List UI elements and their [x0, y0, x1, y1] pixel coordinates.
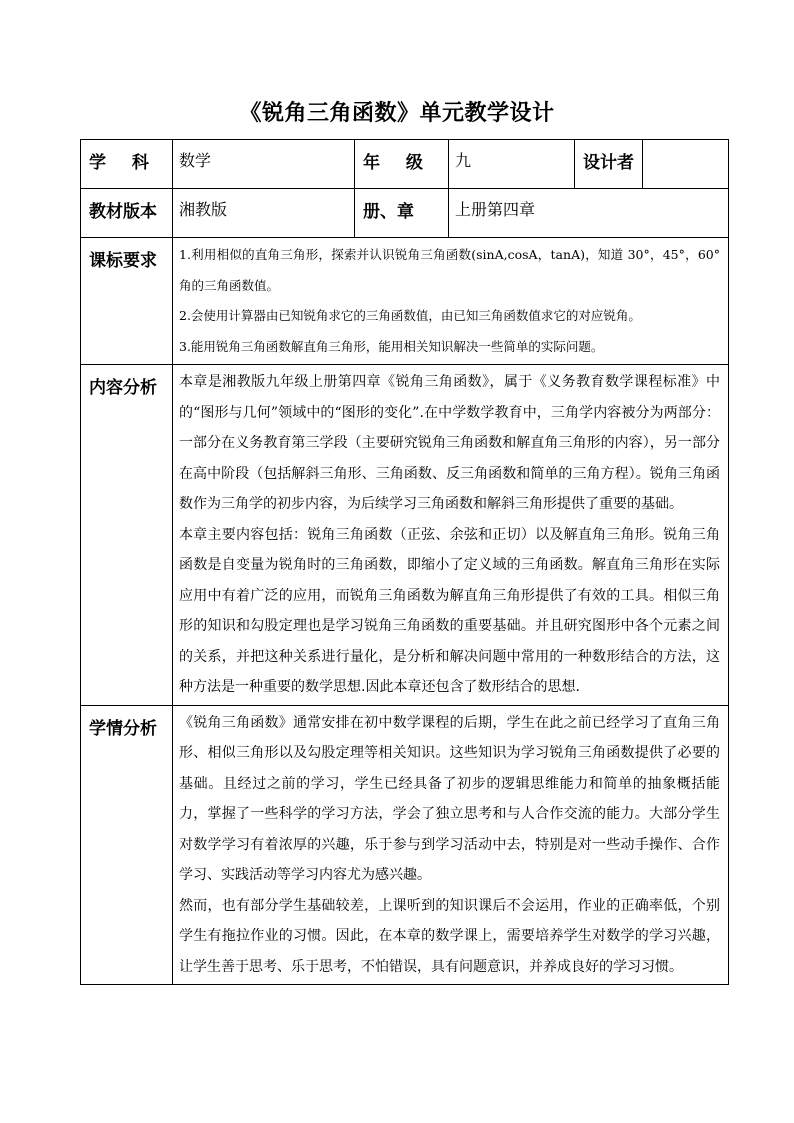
edition-value: 湘教版: [173, 189, 355, 238]
students-paragraph: 然而，也有部分学生基础较差，上课听到的知识课后不会运用，作业的正确率低，个别学生有拖拉作业的习惯。因此，在本章的数学课上，需要培养学生对数学的学习兴趣，让学生善于思考、乐于思考，不怕错误，具有问题意识，并养成良好的学习习惯。: [179, 897, 720, 975]
table-row: [81, 238, 729, 365]
content-label: 内容分析: [81, 365, 173, 706]
edition-label: 教材版本: [81, 189, 173, 238]
content-paragraph: 本章是湘教版九年级上册第四章《锐角三角函数》，属于《义务教育数学课程标准》中的“图形与几何”领域中的“图形的变化”.在中学数学教育中，三角学内容被分为两部分：一部分在义务教育第三学段（主要研究锐角三角函数和解直角三角形的内容），另一部分在高中阶段（包括解斜三角形、三角函数、反三角函数和简单的三角方程）。锐角三角函数作为三角学的初步内容，为后续学习三角函数和解斜三角形提供了重要的基础。: [179, 374, 720, 512]
content-paragraph: 本章主要内容包括：锐角三角函数（正弦、余弦和正切）以及解直角三角形。锐角三角函数是自变量为锐角时的三角函数，即缩小了定义域的三角函数。解直角三角形在实际应用中有着广泛的应用，而锐角三角函数为解直角三角形提供了有效的工具。相似三角形的知识和勾股定理也是学习锐角三角函数的重要基础。并且研究图形中各个元素之间的关系，并把这种关系进行量化，是分析和解决问题中常用的一种数形结合的方法，这种方法是一种重要的数学思想.因此本章还包含了数形结合的思想.: [179, 526, 720, 695]
table-row: [81, 365, 729, 706]
table-row: [81, 140, 729, 189]
standards-item: 1.利用相似的直角三角形，探索并认识锐角三角函数(sinA,cosA，tanA)，知道 30°，45°，60°角的三角函数值。: [179, 247, 720, 293]
students-label: 学情分析: [81, 705, 173, 985]
standards-label: 课标要求: [81, 238, 173, 365]
standards-item: 3.能用锐角三角函数解直角三角形，能用相关知识解决一些简单的实际问题。: [179, 338, 604, 354]
students-paragraph: 《锐角三角函数》通常安排在初中数学课程的后期，学生在此之前已经学习了直角三角形、相似三角形以及勾股定理等相关知识。这些知识为学习锐角三角函数提供了必要的基础。且经过之前的学习，学生已经具备了初步的逻辑思维能力和简单的抽象概括能力，掌握了一些科学的学习方法，学会了独立思考和与人合作交流的能力。大部分学生对数学学习有着浓厚的兴趣，乐于参与到学习活动中去，特别是对一些动手操作、合作学习、实践活动等学习内容尤为感兴趣。: [179, 714, 720, 883]
chapter-value: 上册第四章: [449, 189, 729, 238]
chapter-label: 册、章: [355, 189, 449, 238]
content-analysis: [173, 365, 729, 706]
table-row: [81, 705, 729, 985]
standards-content: [173, 238, 729, 365]
design-table: [80, 139, 729, 985]
designer-value: [643, 140, 729, 189]
grade-label: 年 级: [355, 140, 449, 189]
subject-value: 数学: [173, 140, 355, 189]
table-row: [81, 189, 729, 238]
designer-label: 设计者: [575, 140, 643, 189]
document-title: 《锐角三角函数》单元教学设计: [239, 100, 555, 126]
grade-value: 九: [449, 140, 575, 189]
subject-label: 学 科: [81, 140, 173, 189]
standards-item: 2.会使用计算器由已知锐角求它的三角函数值，由已知三角函数值求它的对应锐角。: [179, 308, 641, 323]
students-analysis: [173, 705, 729, 985]
